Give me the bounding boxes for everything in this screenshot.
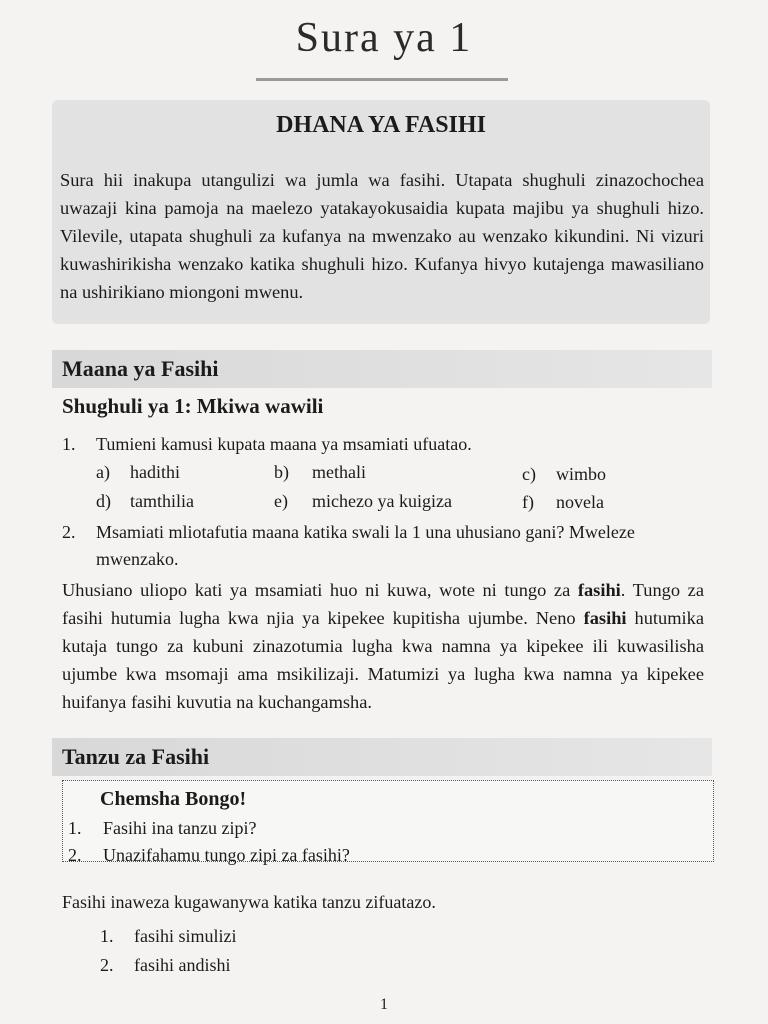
- bold-term: fasihi: [583, 608, 627, 628]
- option-word: methali: [312, 462, 366, 482]
- chapter-title-underline: [256, 78, 508, 81]
- bongo-item-text: Unazifahamu tungo zipi za fasihi?: [103, 845, 350, 865]
- section-title-maana: Maana ya Fasihi: [62, 356, 219, 381]
- question-1-number: 1.: [62, 434, 76, 454]
- option-letter: f): [522, 492, 534, 512]
- option-word: novela: [556, 492, 604, 512]
- option-letter: d): [96, 491, 111, 511]
- question-2-text: Msamiati mliotafutia maana katika swali la 1 una uhusiano gani? Mweleze: [96, 522, 635, 542]
- bongo-item-text: Fasihi ina tanzu zipi?: [103, 818, 257, 838]
- intro-text: Sura hii inakupa utangulizi wa jumla wa fasihi. Utapata shughuli zinazochochea uwazaji kina pamoja na maelezo yatakayokusaidia kupata majibu ya shughuli hizo. Vilevile, utapata shughuli za kufanya na mwenzako au wenzako kikundini. Ni vizuri kuwashirikisha wenzako katika shughuli hizo. Kufanya hivyo kutajenga mawasiliano na ushirikiano miongoni mwenu.: [60, 170, 704, 302]
- option-letter: b): [274, 462, 289, 482]
- bongo-item-number: 2.: [68, 845, 82, 865]
- page-number: 1: [380, 996, 388, 1013]
- option-letter: c): [522, 464, 536, 484]
- section-bar-tanzu: [52, 738, 712, 776]
- intro-heading: DHANA YA FASIHI: [276, 112, 486, 138]
- chapter-title: Sura ya 1: [295, 15, 473, 61]
- explanation-paragraph: Uhusiano uliopo kati ya msamiati huo ni kuwa, wote ni tungo za fasihi. Tungo za fasihi hutumia lugha kwa njia ya kipekee kupitisha ujumbe. Neno fasihi hutumika kutaja tungo za kubuni zinazotumia lugha kwa namna ya kipekee ili kuwasilisha ujumbe kwa msomaji ama msikilizaji. Matumizi ya lugha kwa namna ya kipekee huifanya fasihi kuvutia na kuchangamsha.: [62, 580, 704, 712]
- activity-title: Shughuli ya 1: Mkiwa wawili: [62, 394, 324, 418]
- option-letter: e): [274, 491, 288, 511]
- option-letter: a): [96, 462, 110, 482]
- option-word: hadithi: [130, 462, 180, 482]
- section-bar-maana: [52, 350, 712, 388]
- tanzu-list-item: fasihi andishi: [134, 955, 231, 975]
- bongo-item-number: 1.: [68, 818, 82, 838]
- option-word: wimbo: [556, 464, 607, 484]
- option-word: tamthilia: [130, 491, 194, 511]
- tanzu-list-item: fasihi simulizi: [134, 926, 237, 946]
- question-2-number: 2.: [62, 522, 76, 542]
- question-2-text-continued: mwenzako.: [96, 549, 179, 569]
- question-1-text: Tumieni kamusi kupata maana ya msamiati ufuatao.: [96, 434, 472, 454]
- chemsha-bongo-title: Chemsha Bongo!: [100, 788, 247, 810]
- option-word: michezo ya kuigiza: [312, 491, 452, 511]
- section-title-tanzu: Tanzu za Fasihi: [62, 744, 210, 769]
- tanzu-list-number: 1.: [100, 926, 114, 946]
- tanzu-list-number: 2.: [100, 955, 114, 975]
- intro-box: [52, 100, 710, 324]
- tanzu-lead-text: Fasihi inaweza kugawanywa katika tanzu zifuatazo.: [62, 892, 436, 912]
- bold-term: fasihi: [577, 580, 621, 600]
